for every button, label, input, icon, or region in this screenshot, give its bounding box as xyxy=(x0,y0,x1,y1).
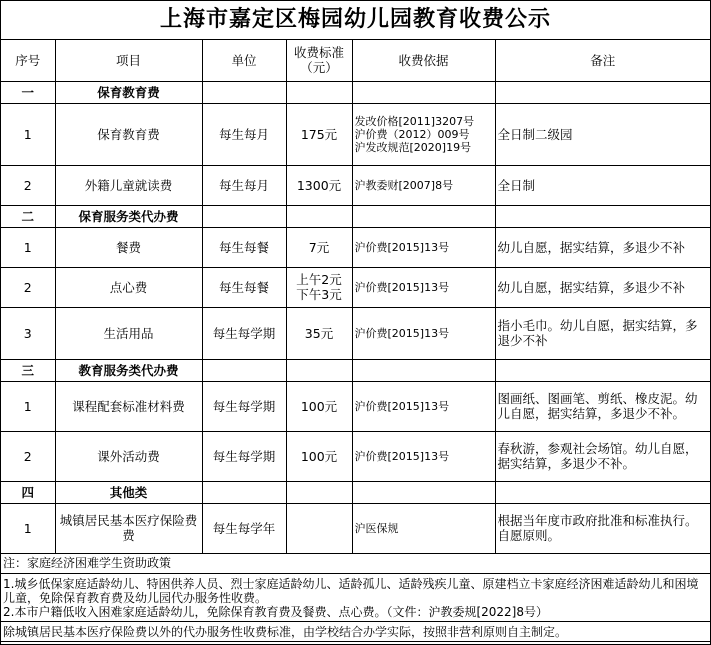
section-number: 四 xyxy=(1,481,55,503)
standard-line: 175元 xyxy=(300,126,338,142)
empty-cell xyxy=(286,81,352,103)
row-standard xyxy=(286,267,352,307)
empty-cell xyxy=(352,205,495,227)
empty-cell xyxy=(495,81,710,103)
row-remark: 图画纸、图画笔、剪纸、橡皮泥。幼儿自愿，据实结算，多退少不补。 xyxy=(495,381,710,431)
row-number: 3 xyxy=(1,307,55,359)
header-item: 项目 xyxy=(55,40,202,81)
section-row xyxy=(1,359,710,381)
row-remark: 根据当年度市政府批准和标准执行。自愿原则。 xyxy=(495,503,710,553)
standard-line: 100元 xyxy=(300,448,338,464)
row-standard xyxy=(286,381,352,431)
row-number: 1 xyxy=(1,103,55,165)
empty-cell xyxy=(202,481,286,503)
row-basis xyxy=(352,227,495,267)
row-unit: 每生每月 xyxy=(202,165,286,205)
row-basis xyxy=(352,165,495,205)
row-unit: 每生每学年 xyxy=(202,503,286,553)
row-item: 保育教育费 xyxy=(55,103,202,165)
section-number: 三 xyxy=(1,359,55,381)
basis-line: 沪价费[2015]13号 xyxy=(354,326,450,340)
notes-heading: 注：家庭经济困难学生资助政策 xyxy=(1,554,710,574)
empty-cell xyxy=(352,481,495,503)
empty-cell xyxy=(495,205,710,227)
row-unit: 每生每学期 xyxy=(202,381,286,431)
standard-line: 1300元 xyxy=(296,177,342,193)
section-number: 一 xyxy=(1,81,55,103)
row-unit: 每生每餐 xyxy=(202,267,286,307)
basis-line: 沪教委财[2007]8号 xyxy=(354,178,454,192)
row-unit: 每生每月 xyxy=(202,103,286,165)
basis-line: 沪价费（2012）009号 xyxy=(354,127,470,141)
notes-policies xyxy=(1,574,710,622)
row-item: 点心费 xyxy=(55,267,202,307)
row-number: 2 xyxy=(1,267,55,307)
row-basis xyxy=(352,267,495,307)
notes-footer: 除城镇居民基本医疗保险费以外的代办服务性收费标准，由学校结合办学实际，按照非营利原则自主制定。 xyxy=(1,622,710,642)
standard-line: 35元 xyxy=(304,325,334,341)
section-number: 二 xyxy=(1,205,55,227)
row-basis xyxy=(352,103,495,165)
basis-line: 沪价费[2015]13号 xyxy=(354,280,450,294)
header-no: 序号 xyxy=(1,40,55,81)
row-basis xyxy=(352,381,495,431)
table-row xyxy=(1,381,710,431)
row-number: 2 xyxy=(1,431,55,481)
row-number: 1 xyxy=(1,503,55,553)
empty-cell xyxy=(286,359,352,381)
policy-2: 2.本市户籍低收入困难家庭适龄幼儿，免除保育教育费及餐费、点心费。（文件：沪教委规[2022]8号） xyxy=(3,604,548,619)
row-standard xyxy=(286,431,352,481)
row-remark: 幼儿自愿，据实结算，多退少不补 xyxy=(495,267,710,307)
table-row xyxy=(1,267,710,307)
standard-line: 上午2元 xyxy=(296,272,342,287)
empty-cell xyxy=(202,205,286,227)
standard-line: 7元 xyxy=(308,239,330,255)
section-row xyxy=(1,81,710,103)
section-name: 教育服务类代办费 xyxy=(55,359,202,381)
row-remark: 春秋游，参观社会场馆。幼儿自愿，据实结算，多退少不补。 xyxy=(495,431,710,481)
row-unit: 每生每餐 xyxy=(202,227,286,267)
row-item: 外籍儿童就读费 xyxy=(55,165,202,205)
table-row xyxy=(1,227,710,267)
header-remark: 备注 xyxy=(495,40,710,81)
header-basis: 收费依据 xyxy=(352,40,495,81)
fee-table xyxy=(1,40,710,554)
section-name: 保育教育费 xyxy=(55,81,202,103)
row-remark: 幼儿自愿，据实结算，多退少不补 xyxy=(495,227,710,267)
table-row xyxy=(1,165,710,205)
row-basis xyxy=(352,503,495,553)
section-name: 保育服务类代办费 xyxy=(55,205,202,227)
row-standard xyxy=(286,307,352,359)
table-row xyxy=(1,431,710,481)
header-unit: 单位 xyxy=(202,40,286,81)
empty-cell xyxy=(286,481,352,503)
row-number: 1 xyxy=(1,227,55,267)
basis-line: 沪价费[2015]13号 xyxy=(354,449,450,463)
policy-1: 1.城乡低保家庭适龄幼儿、特困供养人员、烈士家庭适龄幼儿、适龄孤儿、适龄残疾儿童、原建档立卡家庭经济困难适龄幼儿和困境儿童，免除保育教育费及幼儿园代办服务性收费。 xyxy=(3,576,699,605)
section-row xyxy=(1,205,710,227)
row-item: 餐费 xyxy=(55,227,202,267)
table-row xyxy=(1,503,710,553)
row-number: 1 xyxy=(1,381,55,431)
header-standard: 收费标准（元） xyxy=(286,40,352,81)
section-name: 其他类 xyxy=(55,481,202,503)
row-item: 城镇居民基本医疗保险费费 xyxy=(55,503,202,553)
row-basis xyxy=(352,431,495,481)
empty-cell xyxy=(202,81,286,103)
basis-line: 沪价费[2015]13号 xyxy=(354,399,450,413)
basis-line: 沪医保规 xyxy=(354,521,399,535)
empty-cell xyxy=(352,81,495,103)
empty-cell xyxy=(202,359,286,381)
empty-cell xyxy=(352,359,495,381)
empty-cell xyxy=(286,205,352,227)
empty-cell xyxy=(495,359,710,381)
standard-line: 下午3元 xyxy=(296,287,342,302)
basis-line: 发改价格[2011]3207号 xyxy=(354,114,475,128)
basis-line: 沪发改规范[2020]19号 xyxy=(354,140,472,154)
row-basis xyxy=(352,307,495,359)
row-item: 课外活动费 xyxy=(55,431,202,481)
standard-line: 100元 xyxy=(300,398,338,414)
table-row xyxy=(1,307,710,359)
header-row xyxy=(1,40,710,81)
row-number: 2 xyxy=(1,165,55,205)
row-remark: 指小毛巾。幼儿自愿，据实结算，多退少不补 xyxy=(495,307,710,359)
row-standard xyxy=(286,227,352,267)
empty-cell xyxy=(495,481,710,503)
notes-table xyxy=(1,554,710,643)
section-row xyxy=(1,481,710,503)
row-standard xyxy=(286,103,352,165)
basis-line: 沪价费[2015]13号 xyxy=(354,240,450,254)
row-item: 生活用品 xyxy=(55,307,202,359)
row-remark: 全日制二级园 xyxy=(495,103,710,165)
page-title: 上海市嘉定区梅园幼儿园教育收费公示 xyxy=(1,1,710,40)
row-unit: 每生每学期 xyxy=(202,431,286,481)
row-unit: 每生每学期 xyxy=(202,307,286,359)
row-standard xyxy=(286,165,352,205)
row-item: 课程配套标准材料费 xyxy=(55,381,202,431)
row-standard xyxy=(286,503,352,553)
row-remark: 全日制 xyxy=(495,165,710,205)
table-row xyxy=(1,103,710,165)
